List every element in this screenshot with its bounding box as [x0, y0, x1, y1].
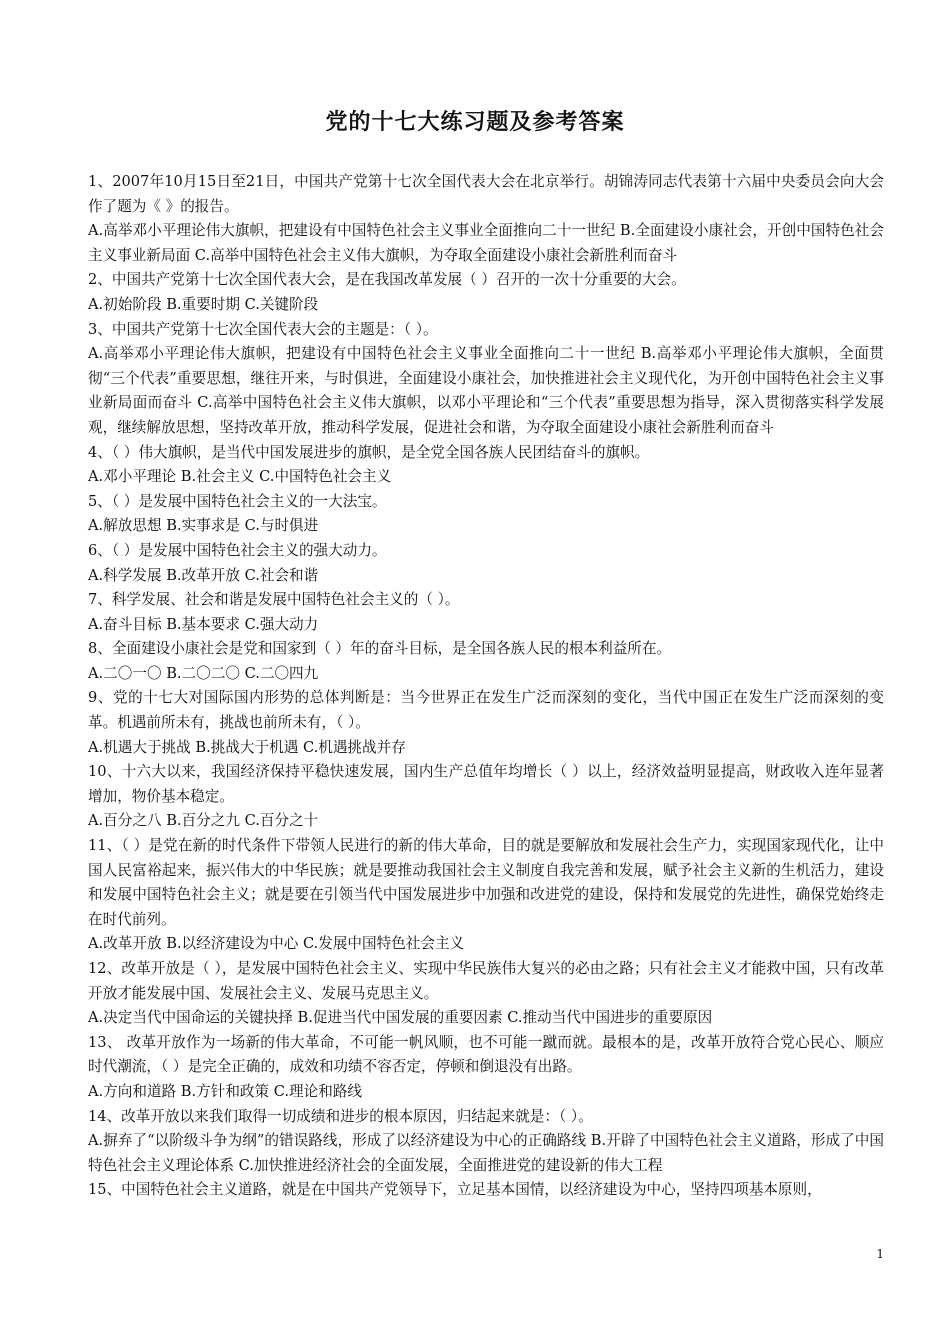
- answer-options: A.奋斗目标 B.基本要求 C.强大动力: [88, 615, 319, 633]
- answer-options: A.摒弃了“以阶级斗争为纲”的错误路线，形成了以经济建设为中心的正确路线 B.开辟了中国特色社会主义道路，形成了中国特色社会主义理论体系 C.加快推进经济社会的全面发展，全面推进党的建设新的伟大工程: [88, 1132, 884, 1174]
- question-text: 15、中国特色社会主义道路，就是在中国共产党领导下，立足基本国情，以经济建设为中心，坚持四项基本原则，: [88, 1181, 822, 1199]
- question-text: 14、改革开放以来我们取得一切成绩和进步的根本原因，归结起来就是：（ ）。: [88, 1107, 593, 1125]
- answer-options: A.方向和道路 B.方针和政策 C.理论和路线: [88, 1082, 363, 1100]
- question-text: 5、（ ）是发展中国特色社会主义的一大法宝。: [88, 492, 387, 510]
- question-list: [88, 170, 884, 1203]
- question-text: 4、（ ）伟大旗帜，是当代中国发展进步的旗帜，是全党全国各族人民团结奋斗的旗帜。: [88, 443, 650, 461]
- answer-options: A.二〇一〇 B.二〇二〇 C.二〇四九: [88, 664, 319, 682]
- answer-options: A.邓小平理论 B.社会主义 C.中国特色社会主义: [88, 468, 392, 486]
- question-text: 7、科学发展、社会和谐是发展中国特色社会主义的（ ）。: [88, 591, 460, 609]
- answer-options: A.高举邓小平理论伟大旗帜，把建设有中国特色社会主义事业全面推向二十一世纪 B.全面建设小康社会，开创中国特色社会主义事业新局面 C.高举中国特色社会主义伟大旗帜，为夺取全面建设小康社会新胜利而奋斗: [88, 222, 884, 264]
- question-text: 10、十六大以来，我国经济保持平稳快速发展，国内生产总值年均增长（ ）以上，经济效益明显提高，财政收入连年显著增加，物价基本稳定。: [88, 763, 884, 805]
- question-text: 11、（ ）是党在新的时代条件下带领人民进行的新的伟大革命，目的就是要解放和发展社会生产力，实现国家现代化，让中国人民富裕起来，振兴伟大的中华民族；就是要推动我国社会主义制度自我完善和发展，赋予社会主义新的生机活力，建设和发展中国特色社会主义；就是要在引领当代中国发展进步中加强和改进党的建设，保持和发展党的先进性，确保党始终走在时代前列。: [88, 837, 884, 928]
- answer-options: A.改革开放 B.以经济建设为中心 C.发展中国特色社会主义: [88, 935, 465, 953]
- question-text: 13、 改革开放作为一场新的伟大革命，不可能一帆风顺，也不可能一蹴而就。最根本的是，改革开放符合党心民心、顺应时代潮流，（ ）是完全正确的，成效和功绩不容否定，停顿和倒退没有出路。: [88, 1033, 884, 1076]
- document-title: 党的十七大练习题及参考答案: [325, 109, 625, 135]
- answer-options: A.机遇大于挑战 B.挑战大于机遇 C.机遇挑战并存: [88, 738, 406, 756]
- answer-options: A.决定当代中国命运的关键抉择 B.促进当代中国发展的重要因素 C.推动当代中国进步的重要原因: [88, 1009, 713, 1027]
- answer-options: A.科学发展 B.改革开放 C.社会和谐: [88, 566, 319, 584]
- question-text: 6、（ ）是发展中国特色社会主义的强大动力。: [88, 541, 387, 559]
- answer-options: A.解放思想 B.实事求是 C.与时俱进: [88, 517, 319, 535]
- answer-options: A.百分之八 B.百分之九 C.百分之十: [88, 812, 319, 830]
- question-text: 2、中国共产党第十七次全国代表大会，是在我国改革发展（ ）召开的一次十分重要的大会。: [88, 271, 686, 289]
- question-text: 9、党的十七大对国际国内形势的总体判断是：当今世界正在发生广泛而深刻的变化，当代中国正在发生广泛而深刻的变革。机遇前所未有，挑战也前所未有，（ ）。: [88, 689, 884, 732]
- question-text: 1、2007年10月15日至21日，中国共产党第十七次全国代表大会在北京举行。胡锦涛同志代表第十六届中央委员会向大会作了题为《 》的报告。: [88, 173, 884, 215]
- question-text: 12、改革开放是（ ），是发展中国特色社会主义、实现中华民族伟大复兴的必由之路；只有社会主义才能救中国，只有改革开放才能发展中国、发展社会主义、发展马克思主义。: [88, 960, 884, 1002]
- question-text: 3、中国共产党第十七次全国代表大会的主题是：（ ）。: [88, 320, 438, 338]
- answer-options: A.高举邓小平理论伟大旗帜，把建设有中国特色社会主义事业全面推向二十一世纪 B.高举邓小平理论伟大旗帜，全面贯彻“三个代表”重要思想，继往开来，与时俱进，全面建设小康社会，加快推进社会主义现代化，为开创中国特色社会主义事业新局面而奋斗 C.高举中国特色社会主义伟大旗帜，以邓小平理论和“三个代表”重要思想为指导，深入贯彻落实科学发展观，继续解放思想，坚持改革开放，推动科学发展，促进社会和谐，为夺取全面建设小康社会新胜利而奋斗: [88, 345, 884, 436]
- answer-options: A.初始阶段 B.重要时期 C.关键阶段: [88, 295, 319, 313]
- question-text: 8、全面建设小康社会是党和国家到（ ）年的奋斗目标，是全国各族人民的根本利益所在。: [88, 640, 672, 658]
- page-number: 1: [876, 1247, 884, 1261]
